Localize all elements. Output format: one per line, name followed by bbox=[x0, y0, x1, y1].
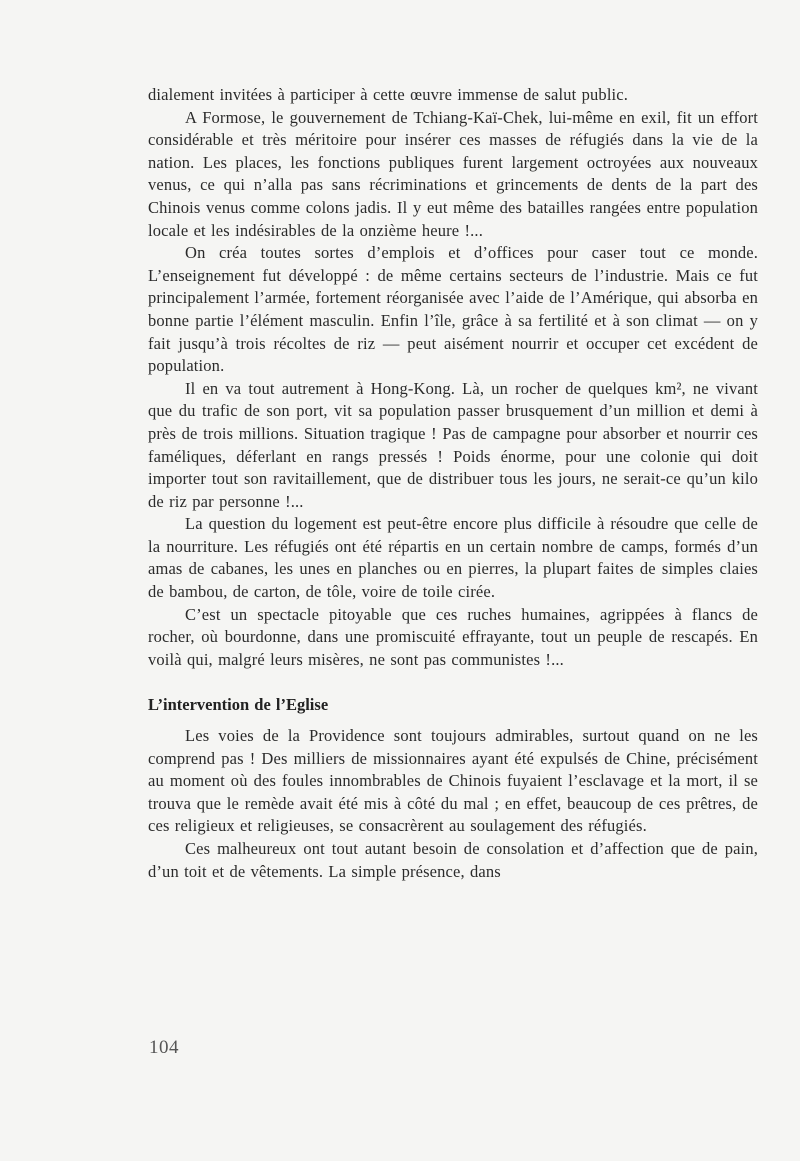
paragraph: La question du logement est peut-être encore plus difficile à résoudre que celle de la nourriture. Les réfugiés ont été répartis en un certain nombre de camps, formés d’un amas de cabanes, les unes en planches ou en pierres, la plupart faites de simples claies de bambou, de carton, de tôle, voire de toile cirée. bbox=[148, 514, 758, 602]
paragraph: Les voies de la Providence sont toujours admirables, surtout quand on ne les comprend pas ! Des milliers de missionnaires ayant été expulsés de Chine, précisément au moment où des foules innombrables de Chinois fuyaient l’esclavage et la mort, il se trouva que le remède avait été mis à côté du mal ; en effet, beaucoup de ces prêtres, de ces religieux et religieuses, se consacrèrent au soulagement des réfugiés. bbox=[148, 726, 758, 836]
section-heading: L’intervention de l’Eglise bbox=[148, 695, 329, 715]
paragraph: Il en va tout autrement à Hong-Kong. Là, un rocher de quelques km², ne vivant que du trafic de son port, vit sa population passer brusquement d’un million et demi à près de trois millions. Situation tragique ! Pas de campagne pour absorber et nourrir ces faméliques, déferlant en rangs pressés ! Poids énorme, pour une colonie qui doit importer tout son ravitaillement, que de distribuer tous les jours, ne serait-ce qu’un kilo de riz par personne !... bbox=[148, 378, 758, 511]
paragraph: dialement invitées à participer à cette œuvre immense de salut public. bbox=[148, 85, 629, 104]
paragraph: Ces malheureux ont tout autant besoin de consolation et d’affection que de pain, d’un toit et de vêtements. La simple présence, dans bbox=[148, 839, 758, 881]
paragraph: A Formose, le gouvernement de Tchiang-Kaï-Chek, lui-même en exil, fit un effort considérable et très méritoire pour insérer ces masses de réfugiés dans la vie de la nation. Les places, les fonctions publiques furent largement octroyées aux nouveaux venus, ce qui n’alla pas sans récriminations et grincements de dents de la part des Chinois venus comme colons jadis. Il y eut même des batailles rangées entre population locale et les indésirables de la onzième heure !... bbox=[148, 107, 758, 240]
page-number: 104 bbox=[149, 1037, 179, 1058]
paragraph: C’est un spectacle pitoyable que ces ruches humaines, agrippées à flancs de rocher, où bourdonne, dans une promiscuité effrayante, tout un peuple de rescapés. En voilà qui, malgré leurs misères, ne sont pas communistes !... bbox=[148, 604, 758, 669]
body-text bbox=[148, 84, 758, 883]
paragraph: On créa toutes sortes d’emplois et d’offices pour caser tout ce monde. L’enseignement fut développé : de même certains secteurs de l’industrie. Mais ce fut principalement l’armée, fortement réorganisée avec l’aide de l’Amérique, qui absorba en bonne partie l’élément masculin. Enfin l’île, grâce à sa fertilité et à son climat — on y fait jusqu’à trois récoltes de riz — peut aisément nourrir et occuper cet excédent de population. bbox=[148, 243, 758, 376]
